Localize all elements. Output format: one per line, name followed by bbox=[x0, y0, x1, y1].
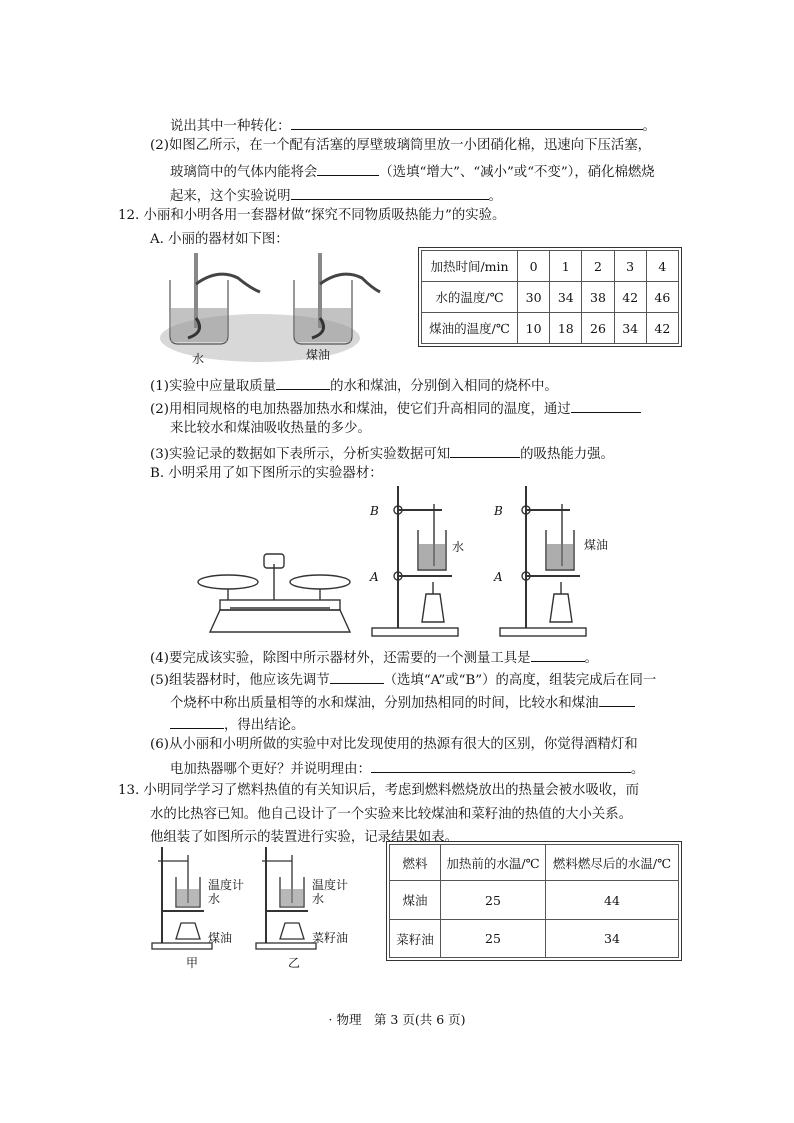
q12-2b: 来比较水和煤油吸收热量的多少。 bbox=[170, 421, 371, 436]
text: （选填“A”或“B”）的高度，组装完成后在同一 bbox=[383, 673, 657, 688]
page-footer: · 物理 第 3 页(共 6 页) bbox=[328, 1012, 466, 1027]
q12-part-b: B. 小明采用了如下图所示的实验器材： bbox=[150, 466, 383, 481]
label-water-2: 水 bbox=[312, 892, 325, 906]
beakers-figure bbox=[148, 248, 388, 366]
text: 电加热器哪个更好？并说明理由： bbox=[170, 762, 371, 777]
text: (1)实验中应量取质量 bbox=[150, 379, 277, 394]
label-water-1: 水 bbox=[208, 892, 221, 906]
text: 玻璃筒中的气体内能将会 bbox=[170, 165, 318, 180]
text: (4)要完成该实验，除图中所示器材外，还需要的一个测量工具是 bbox=[150, 651, 531, 666]
q12-5c bbox=[170, 691, 635, 714]
q12-6: (6)从小丽和小明所做的实验中对比发现使用的热源有很大的区别，你觉得酒精灯和 bbox=[150, 737, 638, 752]
table-cell: 4 bbox=[646, 251, 678, 282]
punct: 。 bbox=[630, 762, 645, 777]
answer-blank[interactable] bbox=[170, 713, 224, 729]
answer-blank[interactable] bbox=[330, 668, 384, 684]
label-kerosene: 煤油 bbox=[584, 538, 609, 552]
q12-5d bbox=[170, 713, 304, 736]
label-rapeseed-oil: 菜籽油 bbox=[312, 931, 349, 945]
answer-blank[interactable] bbox=[571, 397, 641, 413]
punct: 。 bbox=[584, 651, 598, 666]
table-header-cell: 燃料 bbox=[390, 845, 441, 881]
table-cell: 44 bbox=[546, 881, 679, 920]
q12-title: 12. 小丽和小明各用一套器材做“探究不同物质吸热能力”的实验。 bbox=[118, 208, 506, 223]
text: (5)组装器材时，他应该先调节 bbox=[150, 673, 330, 688]
text: ，得出结论。 bbox=[224, 718, 305, 733]
fuel-data-table bbox=[389, 844, 679, 958]
table-cell: 26 bbox=[582, 313, 614, 344]
text: 起来，这个实验说明 bbox=[170, 189, 291, 204]
label-water: 水 bbox=[192, 352, 205, 366]
table-cell: 38 bbox=[582, 282, 614, 313]
q13-line2: 水的比热容已知。他自己设计了一个实验来比较煤油和菜籽油的热值的大小关系。 bbox=[150, 807, 633, 822]
label-kerosene: 煤油 bbox=[208, 931, 233, 945]
label-yi: 乙 bbox=[288, 956, 301, 970]
text: 的吸热能力强。 bbox=[520, 447, 614, 462]
q11-text: 说出其中一种转化： bbox=[170, 119, 291, 134]
q11-2-line2 bbox=[170, 160, 655, 183]
table-cell: 46 bbox=[646, 282, 678, 313]
q12-5 bbox=[150, 668, 656, 691]
punct: 。 bbox=[642, 119, 656, 134]
q12-part-a: A. 小丽的器材如下图： bbox=[150, 232, 289, 247]
text: (2)用相同规格的电加热器加热水和煤油，使它们升高相同的温度，通过 bbox=[150, 402, 571, 417]
table-header-cell: 燃料燃尽后的水温/℃ bbox=[546, 845, 679, 881]
table-cell: 25 bbox=[441, 881, 546, 920]
table-cell: 2 bbox=[582, 251, 614, 282]
text: 的水和煤油，分别倒入相同的烧杯中。 bbox=[330, 379, 558, 394]
punct: 。 bbox=[488, 189, 502, 204]
label-thermometer-1: 温度计 bbox=[208, 878, 245, 892]
table-cell: 10 bbox=[518, 313, 550, 344]
q12-4 bbox=[150, 646, 598, 669]
label-B-1: B bbox=[370, 504, 379, 518]
label-B-2: B bbox=[494, 504, 503, 518]
answer-blank[interactable] bbox=[291, 114, 643, 130]
table-cell: 42 bbox=[646, 313, 678, 344]
table-cell: 0 bbox=[518, 251, 550, 282]
table-cell: 25 bbox=[441, 920, 546, 958]
label-A-2: A bbox=[494, 570, 503, 584]
balance-and-stands-figure bbox=[190, 482, 610, 642]
answer-blank[interactable] bbox=[371, 757, 631, 773]
table-cell: 34 bbox=[546, 920, 679, 958]
answer-blank[interactable] bbox=[291, 184, 489, 200]
table-cell: 42 bbox=[614, 282, 646, 313]
table-cell: 水的温度/℃ bbox=[422, 282, 518, 313]
table-cell: 菜籽油 bbox=[390, 920, 441, 958]
label-thermometer-2: 温度计 bbox=[312, 878, 349, 892]
q12-2 bbox=[150, 397, 641, 420]
text: (3)实验记录的数据如下表所示，分析实验数据可知 bbox=[150, 447, 451, 462]
label-jia: 甲 bbox=[186, 956, 199, 970]
q13-line1: 13. 小明同学学习了燃料热值的有关知识后，考虑到燃料燃烧放出的热量会被水吸收，而 bbox=[118, 783, 640, 798]
q11-line1 bbox=[170, 114, 656, 137]
table-header-cell: 加热前的水温/℃ bbox=[441, 845, 546, 881]
answer-blank[interactable] bbox=[317, 160, 379, 176]
table-cell: 34 bbox=[614, 313, 646, 344]
heating-data-table bbox=[421, 250, 679, 344]
q12-6b bbox=[170, 757, 644, 780]
table-cell: 1 bbox=[550, 251, 582, 282]
answer-blank[interactable] bbox=[450, 442, 520, 458]
label-A-1: A bbox=[370, 570, 379, 584]
label-water: 水 bbox=[452, 540, 465, 554]
q12-3 bbox=[150, 442, 614, 465]
answer-blank[interactable] bbox=[599, 691, 635, 707]
answer-blank[interactable] bbox=[531, 646, 585, 662]
q13-line3: 他组装了如图所示的装置进行实验，记录结果如表。 bbox=[150, 830, 458, 845]
text: 个烧杯中称出质量相等的水和煤油，分别加热相同的时间，比较水和煤油 bbox=[170, 696, 599, 711]
table-cell: 煤油 bbox=[390, 881, 441, 920]
table-cell: 30 bbox=[518, 282, 550, 313]
table-cell: 34 bbox=[550, 282, 582, 313]
table-cell: 3 bbox=[614, 251, 646, 282]
table-cell: 煤油的温度/℃ bbox=[422, 313, 518, 344]
text: （选填“增大”、“减小”或“不变”），硝化棉燃烧 bbox=[379, 165, 655, 180]
q11-2-line3 bbox=[170, 184, 502, 207]
q11-2-line1: (2)如图乙所示，在一个配有活塞的厚壁玻璃筒里放一小团硝化棉，迅速向下压活塞， bbox=[150, 138, 652, 153]
table-cell: 加热时间/min bbox=[422, 251, 518, 282]
label-kerosene: 煤油 bbox=[306, 348, 331, 362]
table-cell: 18 bbox=[550, 313, 582, 344]
q12-1 bbox=[150, 374, 558, 397]
answer-blank[interactable] bbox=[276, 374, 330, 390]
